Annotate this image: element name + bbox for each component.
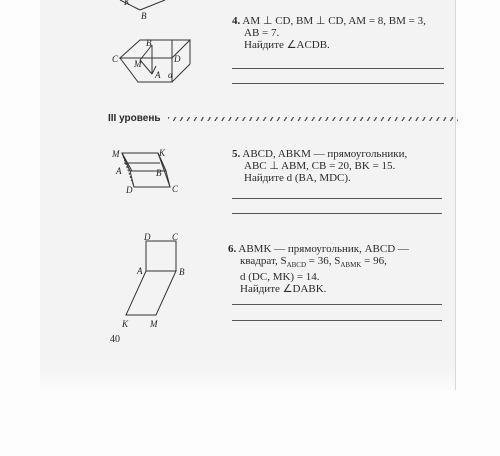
problem-4 [232, 15, 426, 51]
fig4-top-label-k: K [124, 0, 131, 7]
fig4-label-m: M [134, 59, 142, 69]
fig5-label-m: M [112, 149, 120, 159]
level-hatch-divider [168, 117, 458, 121]
fig6-label-a: A [137, 266, 143, 276]
fig6-label-m: M [150, 319, 158, 329]
problem-5 [232, 148, 407, 184]
fig5-label-a: A [116, 166, 122, 176]
figure-problem-4 [110, 0, 200, 90]
answer-line-6a [232, 304, 442, 305]
textbook-page [40, 0, 456, 390]
fig4-label-alpha: α [168, 70, 173, 80]
problem-5-line-1: ABCD, ABKM — прямоугольники, [242, 148, 408, 160]
fig4-top-label-b: B [141, 11, 147, 21]
answer-line-6b [232, 320, 442, 321]
fig5-label-b: B [156, 168, 162, 178]
fig4-label-b: B [146, 38, 152, 48]
figure-problem-5 [110, 145, 190, 197]
problem-6-area-eq1: = 36, S [306, 255, 341, 267]
fig4-label-c: C [112, 54, 119, 64]
problem-6-line-3: d (DC, MK) = 14. [240, 271, 320, 284]
answer-line-5b [232, 213, 442, 214]
answer-line-5a [232, 198, 442, 199]
problem-5-number: 5. [232, 148, 241, 160]
problem-6-area2-subscript: ABMK [340, 261, 362, 270]
page-bottom-shadow [40, 365, 455, 395]
page-number: 40 [110, 334, 120, 345]
level-heading: III уровень [108, 113, 161, 124]
figure-problem-6 [118, 233, 198, 333]
problem-6-area-eq2: = 96, [361, 255, 387, 267]
problem-6-line-1: ABMK — прямоугольник, ABCD — [238, 243, 409, 255]
fig6-label-k: K [122, 319, 129, 329]
fig6-label-b: B [179, 267, 185, 277]
fig4-label-a: A [155, 70, 161, 80]
answer-line-4b [232, 83, 444, 84]
fig6-label-d: D [144, 233, 151, 242]
problem-6-line-4: Найдите ∠DABK. [240, 283, 327, 296]
problem-4-line-2: AB = 7. [244, 27, 280, 39]
fig5-label-k: K [159, 148, 166, 158]
problem-4-number: 4. [232, 15, 241, 27]
problem-6-line-2: квадрат, S [240, 255, 287, 267]
answer-line-4a [232, 68, 444, 69]
problem-6-area1-subscript: ABCD [286, 261, 307, 270]
problem-4-line-3: Найдите ∠ACDB. [244, 39, 330, 51]
fig5-label-c: C [172, 184, 179, 194]
fig5-label-d: D [126, 185, 133, 195]
problem-4-line-1: AM ⊥ CD, BM ⊥ CD, AM = 8, BM = 3, [242, 15, 426, 27]
fig4-label-d: D [174, 54, 181, 64]
problem-6 [228, 243, 409, 295]
problem-5-line-3: Найдите d (BA, MDC). [244, 172, 351, 184]
problem-5-line-2: ABC ⊥ ABM, CB = 20, BK = 15. [244, 160, 396, 172]
problem-6-number: 6. [228, 243, 237, 255]
fig6-label-c: C [172, 233, 179, 242]
